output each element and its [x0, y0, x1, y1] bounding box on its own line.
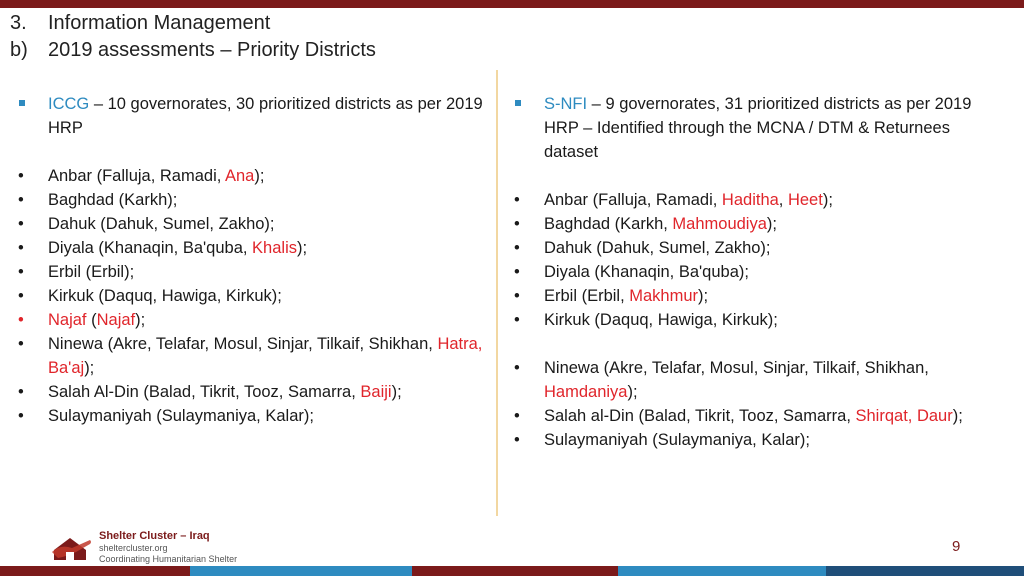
district-text: ); [391, 383, 402, 401]
highlighted-district: Shirqat, Daur [855, 407, 953, 425]
snfi-column [514, 92, 984, 452]
list-item-text [48, 404, 488, 428]
district-text: ); [627, 383, 638, 401]
bullet-icon: • [18, 263, 24, 281]
highlighted-district: Hatra, Ba'aj [48, 335, 483, 377]
district-text: Dahuk (Dahuk, Sumel, Zakho); [544, 239, 771, 257]
highlighted-district: Hamdaniya [544, 383, 628, 401]
bullet-icon: • [18, 407, 24, 425]
bullet-icon: • [514, 359, 520, 377]
highlighted-district: Ana [225, 167, 255, 185]
district-text: ); [135, 311, 146, 329]
district-text: Sulaymaniyah (Sulaymaniya, Kalar); [48, 407, 314, 425]
list-item-text [48, 284, 488, 308]
district-text: Anbar (Falluja, Ramadi, [48, 167, 225, 185]
highlighted-district: Najaf [96, 311, 136, 329]
highlighted-district: Baiji [360, 383, 392, 401]
list-item-text [544, 188, 984, 212]
district-text: ); [84, 359, 95, 377]
iccg-district-list [18, 164, 488, 428]
list-item-text [48, 236, 488, 260]
bullet-icon: • [18, 215, 24, 233]
top-accent-bar [0, 0, 1024, 8]
snfi-district-list [514, 188, 984, 452]
title-heading: Information Management [48, 12, 271, 34]
bullet-icon: • [514, 239, 520, 257]
iccg-description: – 10 governorates, 30 prioritized districts as per 2019 HRP [48, 95, 483, 137]
list-item [514, 356, 984, 404]
district-text: Baghdad (Karkh); [48, 191, 178, 209]
column-divider [496, 70, 498, 516]
list-item-text [544, 308, 984, 332]
list-item [18, 380, 488, 404]
list-item [18, 236, 488, 260]
org-url: sheltercluster.org [99, 543, 168, 553]
bottom-bar-segment [618, 566, 826, 576]
list-item-text [48, 164, 488, 188]
list-item [514, 284, 984, 308]
bullet-icon: • [514, 191, 520, 209]
bullet-icon: • [514, 407, 520, 425]
list-item-text [544, 428, 984, 452]
list-item [18, 404, 488, 428]
list-item [514, 404, 984, 428]
bottom-accent-bar [0, 566, 1024, 576]
bullet-icon: • [18, 191, 24, 209]
list-item [514, 308, 984, 332]
snfi-intro [514, 92, 984, 164]
highlighted-district: Heet [787, 191, 823, 209]
list-item [18, 260, 488, 284]
square-bullet-icon [18, 92, 48, 140]
list-item-text [544, 260, 984, 284]
list-item [514, 188, 984, 212]
iccg-label: ICCG [48, 95, 90, 113]
subtitle-heading: 2019 assessments – Priority Districts [48, 39, 376, 61]
district-text: ); [698, 287, 709, 305]
district-text: Kirkuk (Daquq, Hawiga, Kirkuk); [544, 311, 778, 329]
highlighted-district: Haditha [721, 191, 779, 209]
bullet-icon: • [18, 335, 24, 353]
bullet-icon: • [514, 215, 520, 233]
district-text: Sulaymaniyah (Sulaymaniya, Kalar); [544, 431, 810, 449]
highlighted-district: Najaf [48, 311, 87, 329]
title-number: 3. [10, 12, 27, 34]
bullet-icon: • [514, 431, 520, 449]
district-text: Diyala (Khanaqin, Ba'quba); [544, 263, 749, 281]
bullet-icon: • [514, 287, 520, 305]
list-item [18, 308, 488, 332]
iccg-column [18, 92, 488, 428]
list-item-text [544, 236, 984, 260]
district-text: ( [86, 311, 97, 329]
bullet-icon: • [18, 167, 24, 185]
highlighted-district: Makhmur [629, 287, 699, 305]
list-item-text [544, 212, 984, 236]
square-bullet-icon [514, 92, 544, 164]
subtitle-number: b) [10, 39, 28, 61]
bottom-bar-segment [412, 566, 618, 576]
snfi-description: – 9 governorates, 31 prioritized districts as per 2019 HRP – Identified through the MCNA / DTM & Returnees dataset [544, 95, 972, 161]
list-item-text [48, 380, 488, 404]
district-text: Ninewa (Akre, Telafar, Mosul, Sinjar, Tilkaif, Shikhan, [48, 335, 438, 353]
list-item [18, 164, 488, 188]
district-text: Dahuk (Dahuk, Sumel, Zakho); [48, 215, 275, 233]
page-number: 9 [952, 538, 961, 555]
bullet-icon: • [514, 311, 520, 329]
snfi-label: S-NFI [544, 95, 588, 113]
bullet-icon: • [514, 263, 520, 281]
list-item [18, 212, 488, 236]
bullet-icon: • [18, 239, 24, 257]
highlighted-district: Mahmoudiya [672, 215, 767, 233]
district-text: Diyala (Khanaqin, Ba'quba, [48, 239, 253, 257]
district-text: ); [254, 167, 265, 185]
list-item-text [48, 260, 488, 284]
list-item-text [48, 212, 488, 236]
bullet-icon: • [18, 383, 24, 401]
district-text: Salah al-Din (Balad, Tikrit, Tooz, Samarra, [544, 407, 856, 425]
list-item [514, 428, 984, 452]
list-item [514, 236, 984, 260]
district-text: , [778, 191, 788, 209]
bullet-icon: • [18, 311, 24, 329]
slide-title [10, 10, 376, 64]
list-item [514, 260, 984, 284]
shelter-cluster-logo-icon [50, 530, 94, 562]
district-text: Salah Al-Din (Balad, Tikrit, Tooz, Samarra, [48, 383, 361, 401]
district-text: ); [297, 239, 308, 257]
district-text: ); [822, 191, 833, 209]
district-text: Kirkuk (Daquq, Hawiga, Kirkuk); [48, 287, 282, 305]
list-item-text [48, 188, 488, 212]
list-item [18, 188, 488, 212]
district-text: Erbil (Erbil, [544, 287, 630, 305]
bottom-bar-segment [190, 566, 412, 576]
district-text: Ninewa (Akre, Telafar, Mosul, Sinjar, Tilkaif, Shikhan, [544, 359, 929, 377]
district-text: Baghdad (Karkh, [544, 215, 673, 233]
bullet-icon: • [18, 287, 24, 305]
list-item-text [544, 284, 984, 308]
bottom-bar-segment [826, 566, 1024, 576]
list-item [514, 212, 984, 236]
list-spacer [514, 332, 984, 356]
list-item-text [48, 332, 488, 380]
district-text: Erbil (Erbil); [48, 263, 135, 281]
district-text: ); [952, 407, 963, 425]
org-info [99, 530, 237, 565]
org-name: Shelter Cluster – Iraq [99, 530, 210, 542]
highlighted-district: Khalis [252, 239, 297, 257]
district-text: Anbar (Falluja, Ramadi, [544, 191, 722, 209]
org-tagline: Coordinating Humanitarian Shelter [99, 554, 238, 564]
district-text: ); [766, 215, 777, 233]
list-item [18, 332, 488, 380]
list-item-text [48, 308, 488, 332]
list-item-text [544, 404, 984, 428]
list-item-text [544, 356, 984, 404]
iccg-intro [18, 92, 488, 140]
list-item [18, 284, 488, 308]
bottom-bar-segment [0, 566, 190, 576]
